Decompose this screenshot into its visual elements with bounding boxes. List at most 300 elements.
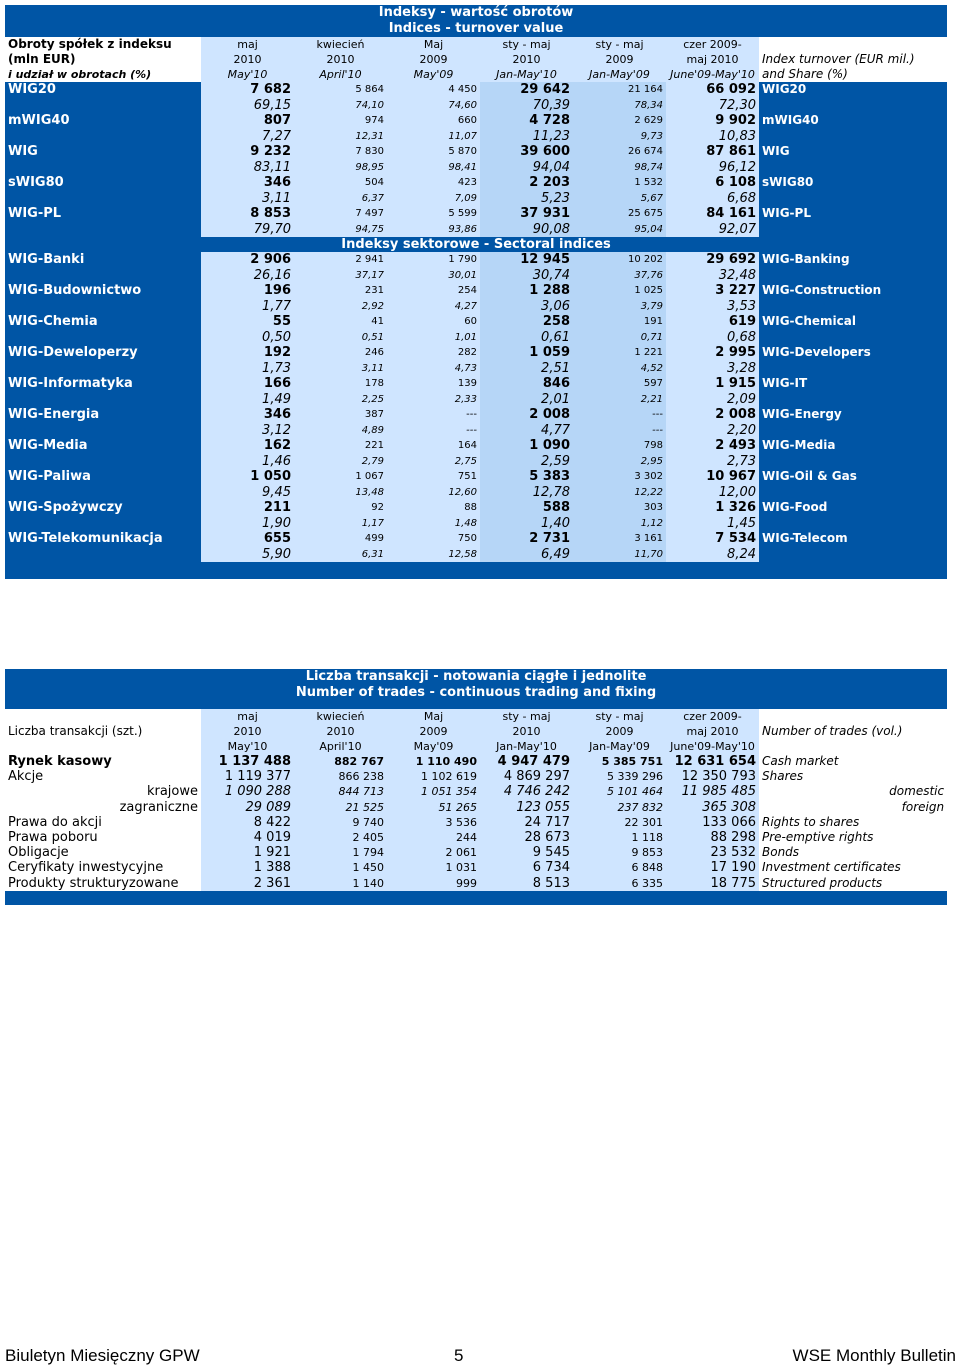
index-name: WIG-Media — [5, 438, 201, 454]
share-value: 2,20 — [666, 423, 759, 439]
share-value: 10,83 — [666, 129, 759, 145]
index-name-blank — [5, 299, 201, 315]
index-name: WIG-Paliwa — [5, 469, 201, 485]
turnover-value: 7 534 — [666, 531, 759, 547]
share-value: 2,01 — [480, 392, 573, 408]
share-value: 2,95 — [573, 454, 666, 470]
index-name-blank — [5, 547, 201, 563]
index-name-blank — [5, 423, 201, 439]
trades-value: 237 832 — [573, 800, 666, 815]
index-name-en: mWIG40 — [759, 113, 947, 129]
trades-row-label: Ceryfikaty inwestycyjne — [5, 860, 201, 875]
index-name: mWIG40 — [5, 113, 201, 129]
col-header: May'09 — [387, 67, 480, 82]
trades-value: 11 985 485 — [666, 784, 759, 799]
turnover-value: 6 108 — [666, 175, 759, 191]
share-row — [5, 454, 947, 470]
index-row — [5, 82, 947, 98]
share-value: 30,74 — [480, 268, 573, 284]
trades-title-pl: Liczba transakcji - notowania ciągłe i jednolite — [5, 669, 947, 685]
share-value: 5,90 — [201, 547, 294, 563]
trades-value: 133 066 — [666, 815, 759, 830]
trades-value: 6 335 — [573, 876, 666, 891]
share-value: 12,78 — [480, 485, 573, 501]
turnover-value: 1 067 — [294, 469, 387, 485]
turnover-value: 178 — [294, 376, 387, 392]
turnover-value: 2 203 — [480, 175, 573, 191]
turnover-value: 619 — [666, 314, 759, 330]
turnover-value: 191 — [573, 314, 666, 330]
index-row — [5, 144, 947, 160]
share-value: 2,75 — [387, 454, 480, 470]
col-header: sty - maj — [480, 37, 573, 52]
index-name-en: WIG-PL — [759, 206, 947, 222]
trades-value: 1 051 354 — [387, 784, 480, 799]
trades-value: 2 405 — [294, 830, 387, 845]
index-name: WIG-Budownictwo — [5, 283, 201, 299]
share-value: 3,28 — [666, 361, 759, 377]
turnover-value: 1 532 — [573, 175, 666, 191]
index-name-en-blank — [759, 454, 947, 470]
trades-value: 88 298 — [666, 830, 759, 845]
turnover-value: 192 — [201, 345, 294, 361]
index-name-blank — [5, 191, 201, 207]
share-row — [5, 98, 947, 114]
share-value: --- — [387, 423, 480, 439]
turnover-value: 1 221 — [573, 345, 666, 361]
share-value: 2,33 — [387, 392, 480, 408]
turnover-value: 164 — [387, 438, 480, 454]
share-value: 1,49 — [201, 392, 294, 408]
trades-value: 1 794 — [294, 845, 387, 860]
trades-row — [5, 830, 947, 845]
turnover-value: 84 161 — [666, 206, 759, 222]
share-value: 1,01 — [387, 330, 480, 346]
share-value: 98,74 — [573, 160, 666, 176]
trades-row-label-en: foreign — [759, 800, 947, 815]
trades-value: 23 532 — [666, 845, 759, 860]
share-value: 96,12 — [666, 160, 759, 176]
turnover-value: 4 450 — [387, 82, 480, 98]
share-value: 12,22 — [573, 485, 666, 501]
trades-value: 1 137 488 — [201, 754, 294, 769]
trades-value: 6 848 — [573, 860, 666, 875]
header-left-line2: (mln EUR) — [5, 52, 201, 67]
col-header: 2010 — [294, 52, 387, 67]
share-value: 95,04 — [573, 222, 666, 238]
turnover-value: 5 599 — [387, 206, 480, 222]
turnover-value: 655 — [201, 531, 294, 547]
turnover-value: 750 — [387, 531, 480, 547]
share-value: 3,11 — [201, 191, 294, 207]
share-value: 79,70 — [201, 222, 294, 238]
share-value: 3,79 — [573, 299, 666, 315]
share-value: 94,75 — [294, 222, 387, 238]
index-name-en-blank — [759, 268, 947, 284]
turnover-value: 3 161 — [573, 531, 666, 547]
share-value: 4,77 — [480, 423, 573, 439]
trades-row — [5, 769, 947, 784]
turnover-value: 139 — [387, 376, 480, 392]
col-header: 2009 — [387, 724, 480, 739]
turnover-value: 7 497 — [294, 206, 387, 222]
index-name-en-blank — [759, 392, 947, 408]
share-value: 8,24 — [666, 547, 759, 563]
trades-row-label: Obligacje — [5, 845, 201, 860]
trades-value: 1 140 — [294, 876, 387, 891]
index-row — [5, 438, 947, 454]
trades-value: 1 450 — [294, 860, 387, 875]
col-header: April'10 — [294, 739, 387, 754]
col-header: kwiecień — [294, 709, 387, 724]
trades-row-label: krajowe — [5, 784, 201, 799]
turnover-value: --- — [573, 407, 666, 423]
share-row — [5, 299, 947, 315]
index-row — [5, 113, 947, 129]
trades-row-label-en: Bonds — [759, 845, 947, 860]
turnover-value: 5 870 — [387, 144, 480, 160]
turnover-value: 1 025 — [573, 283, 666, 299]
turnover-value: 597 — [573, 376, 666, 392]
col-header: kwiecień — [294, 37, 387, 52]
turnover-value: 2 629 — [573, 113, 666, 129]
index-name-en: WIG-Energy — [759, 407, 947, 423]
trades-row-label: Prawa do akcji — [5, 815, 201, 830]
trades-value: 4 947 479 — [480, 754, 573, 769]
index-row — [5, 175, 947, 191]
trades-value: 6 734 — [480, 860, 573, 875]
turnover-value: 974 — [294, 113, 387, 129]
share-value: 12,00 — [666, 485, 759, 501]
share-value: 30,01 — [387, 268, 480, 284]
index-name: WIG-Telekomunikacja — [5, 531, 201, 547]
trades-row — [5, 754, 947, 769]
trades-row — [5, 876, 947, 891]
index-name: WIG-Spożywczy — [5, 500, 201, 516]
share-value: 78,34 — [573, 98, 666, 114]
share-value: 3,06 — [480, 299, 573, 315]
trades-value: 9 740 — [294, 815, 387, 830]
turnover-value: 2 941 — [294, 252, 387, 268]
index-row — [5, 407, 947, 423]
turnover-value: 2 995 — [666, 345, 759, 361]
col-header: June'09-May'10 — [666, 739, 759, 754]
share-value: 98,95 — [294, 160, 387, 176]
trades-row-label: Rynek kasowy — [5, 754, 201, 769]
index-name-blank — [5, 129, 201, 145]
turnover-value: 346 — [201, 407, 294, 423]
share-value: 93,86 — [387, 222, 480, 238]
index-name: WIG-Chemia — [5, 314, 201, 330]
turnover-value: 21 164 — [573, 82, 666, 98]
share-value: 1,48 — [387, 516, 480, 532]
trades-row-label-en: Pre-emptive rights — [759, 830, 947, 845]
turnover-value: 4 728 — [480, 113, 573, 129]
col-header: 2009 — [387, 52, 480, 67]
trades-value: 5 101 464 — [573, 784, 666, 799]
trades-value: 24 717 — [480, 815, 573, 830]
turnover-value: 88 — [387, 500, 480, 516]
index-name-en-blank — [759, 361, 947, 377]
share-value: 12,60 — [387, 485, 480, 501]
col-header: maj 2010 — [666, 724, 759, 739]
turnover-value: 231 — [294, 283, 387, 299]
col-header: Maj — [387, 709, 480, 724]
trades-value: 1 102 619 — [387, 769, 480, 784]
turnover-value: 346 — [201, 175, 294, 191]
turnover-value: 221 — [294, 438, 387, 454]
share-value: 1,17 — [294, 516, 387, 532]
share-value: 2,09 — [666, 392, 759, 408]
turnover-value: 10 202 — [573, 252, 666, 268]
share-value: 1,12 — [573, 516, 666, 532]
share-row — [5, 160, 947, 176]
share-value: 83,11 — [201, 160, 294, 176]
trades-row-label-en: Rights to shares — [759, 815, 947, 830]
share-value: 72,30 — [666, 98, 759, 114]
trades-value: 365 308 — [666, 800, 759, 815]
page-number: 5 — [454, 1346, 464, 1365]
share-value: 1,77 — [201, 299, 294, 315]
index-name-blank — [5, 392, 201, 408]
turnover-value: 504 — [294, 175, 387, 191]
col-header: czer 2009- — [666, 37, 759, 52]
turnover-value: 8 853 — [201, 206, 294, 222]
trades-row-label-en: Cash market — [759, 754, 947, 769]
index-row — [5, 345, 947, 361]
turnover-value: 1 050 — [201, 469, 294, 485]
turnover-value: 1 790 — [387, 252, 480, 268]
turnover-value: 7 830 — [294, 144, 387, 160]
index-row — [5, 500, 947, 516]
index-name-en-blank — [759, 485, 947, 501]
share-value: 13,48 — [294, 485, 387, 501]
share-row — [5, 361, 947, 377]
turnover-value: 5 383 — [480, 469, 573, 485]
trades-value: 3 536 — [387, 815, 480, 830]
col-header: 2009 — [573, 52, 666, 67]
trades-row — [5, 784, 947, 799]
index-name-en-blank — [759, 98, 947, 114]
turnover-value: 211 — [201, 500, 294, 516]
turnover-value: 751 — [387, 469, 480, 485]
turnover-value: 798 — [573, 438, 666, 454]
trades-header-left: Liczba transakcji (szt.) — [5, 724, 201, 739]
turnover-title-en: Indices - turnover value — [5, 21, 947, 37]
share-value: 0,61 — [480, 330, 573, 346]
turnover-value: 499 — [294, 531, 387, 547]
share-value: 37,76 — [573, 268, 666, 284]
share-value: 98,41 — [387, 160, 480, 176]
col-header: maj — [201, 37, 294, 52]
col-header: Jan-May'10 — [480, 739, 573, 754]
trades-value: 8 513 — [480, 876, 573, 891]
share-value: 3,53 — [666, 299, 759, 315]
index-name: WIG-Energia — [5, 407, 201, 423]
turnover-value: 588 — [480, 500, 573, 516]
turnover-value: 303 — [573, 500, 666, 516]
trades-value: 244 — [387, 830, 480, 845]
trades-value: 2 361 — [201, 876, 294, 891]
turnover-value: 258 — [480, 314, 573, 330]
share-value: 6,68 — [666, 191, 759, 207]
col-header: May'10 — [201, 739, 294, 754]
index-row — [5, 283, 947, 299]
trades-value: 123 055 — [480, 800, 573, 815]
index-name: WIG20 — [5, 82, 201, 98]
trades-value: 9 853 — [573, 845, 666, 860]
trades-value: 1 118 — [573, 830, 666, 845]
trades-title-en: Number of trades - continuous trading and fixing — [5, 685, 947, 701]
trades-row — [5, 800, 947, 815]
index-name-en: WIG-Food — [759, 500, 947, 516]
trades-value: 4 869 297 — [480, 769, 573, 784]
share-value: 26,16 — [201, 268, 294, 284]
trades-value: 18 775 — [666, 876, 759, 891]
index-name: WIG-Deweloperzy — [5, 345, 201, 361]
index-row — [5, 206, 947, 222]
trades-value: 5 385 751 — [573, 754, 666, 769]
share-value: 9,73 — [573, 129, 666, 145]
index-name: WIG — [5, 144, 201, 160]
index-name-en-blank — [759, 547, 947, 563]
trades-row-label-en: Structured products — [759, 876, 947, 891]
trades-value: 1 921 — [201, 845, 294, 860]
turnover-value: 87 861 — [666, 144, 759, 160]
share-value: 0,71 — [573, 330, 666, 346]
trades-value: 12 631 654 — [666, 754, 759, 769]
share-value: 37,17 — [294, 268, 387, 284]
share-value: 9,45 — [201, 485, 294, 501]
trades-value: 1 090 288 — [201, 784, 294, 799]
turnover-table — [5, 5, 947, 579]
turnover-value: 1 288 — [480, 283, 573, 299]
index-name-en-blank — [759, 129, 947, 145]
trades-header-right: Number of trades (vol.) — [759, 724, 947, 739]
turnover-value: 9 232 — [201, 144, 294, 160]
trades-value: 866 238 — [294, 769, 387, 784]
trades-value: 28 673 — [480, 830, 573, 845]
index-name-en-blank — [759, 222, 947, 238]
share-value: 5,67 — [573, 191, 666, 207]
trades-value: 4 019 — [201, 830, 294, 845]
index-name: sWIG80 — [5, 175, 201, 191]
share-value: 1,90 — [201, 516, 294, 532]
share-value: 1,40 — [480, 516, 573, 532]
share-value: 6,49 — [480, 547, 573, 563]
share-row — [5, 423, 947, 439]
turnover-value: 9 902 — [666, 113, 759, 129]
share-value: 90,08 — [480, 222, 573, 238]
share-value: 2,92 — [294, 299, 387, 315]
turnover-value: 2 906 — [201, 252, 294, 268]
index-row — [5, 314, 947, 330]
turnover-value: 39 600 — [480, 144, 573, 160]
share-value: 6,31 — [294, 547, 387, 563]
turnover-value: 25 675 — [573, 206, 666, 222]
header-left-line3: i udział w obrotach (%) — [5, 67, 201, 82]
header-left-line1: Obroty spółek z indeksu — [5, 37, 201, 52]
trades-value: 21 525 — [294, 800, 387, 815]
col-header: Jan-May'09 — [573, 739, 666, 754]
col-header: May'09 — [387, 739, 480, 754]
share-row — [5, 191, 947, 207]
share-row — [5, 222, 947, 238]
index-name-en: WIG-Banking — [759, 252, 947, 268]
trades-row — [5, 815, 947, 830]
turnover-value: 66 092 — [666, 82, 759, 98]
turnover-value: 7 682 — [201, 82, 294, 98]
col-header: June'09-May'10 — [666, 67, 759, 82]
share-value: 69,15 — [201, 98, 294, 114]
share-value: 11,23 — [480, 129, 573, 145]
share-value: 3,12 — [201, 423, 294, 439]
turnover-value: 37 931 — [480, 206, 573, 222]
share-value: 3,11 — [294, 361, 387, 377]
trades-value: 5 339 296 — [573, 769, 666, 784]
index-name-en: WIG-Oil & Gas — [759, 469, 947, 485]
col-header: Jan-May'09 — [573, 67, 666, 82]
turnover-value: 3 227 — [666, 283, 759, 299]
turnover-value: 1 915 — [666, 376, 759, 392]
share-row — [5, 330, 947, 346]
trades-row — [5, 845, 947, 860]
turnover-value: 3 302 — [573, 469, 666, 485]
trades-row-label-en: Investment certificates — [759, 860, 947, 875]
turnover-value: 5 864 — [294, 82, 387, 98]
turnover-value: 282 — [387, 345, 480, 361]
index-name-en-blank — [759, 299, 947, 315]
trades-value: 4 746 242 — [480, 784, 573, 799]
col-header: maj 2010 — [666, 52, 759, 67]
index-name-en: WIG — [759, 144, 947, 160]
turnover-value: 2 493 — [666, 438, 759, 454]
index-name-blank — [5, 361, 201, 377]
turnover-value: 60 — [387, 314, 480, 330]
col-header: 2010 — [480, 52, 573, 67]
col-header: 2009 — [573, 724, 666, 739]
turnover-value: 423 — [387, 175, 480, 191]
turnover-value: 807 — [201, 113, 294, 129]
share-value: 4,73 — [387, 361, 480, 377]
share-value: 2,21 — [573, 392, 666, 408]
turnover-value: 2 008 — [666, 407, 759, 423]
index-name-en-blank — [759, 423, 947, 439]
turnover-value: 166 — [201, 376, 294, 392]
index-name: WIG-Banki — [5, 252, 201, 268]
index-name-en-blank — [759, 516, 947, 532]
turnover-value: 55 — [201, 314, 294, 330]
index-name-blank — [5, 98, 201, 114]
index-name-blank — [5, 454, 201, 470]
share-value: 4,52 — [573, 361, 666, 377]
share-value: 92,07 — [666, 222, 759, 238]
turnover-value: 26 674 — [573, 144, 666, 160]
share-value: 1,73 — [201, 361, 294, 377]
share-row — [5, 129, 947, 145]
index-name-en-blank — [759, 191, 947, 207]
share-value: 4,89 — [294, 423, 387, 439]
trades-row-label-en: Shares — [759, 769, 947, 784]
footer-left: Biuletyn Miesięczny GPW — [5, 1346, 200, 1365]
trades-value: 1 119 377 — [201, 769, 294, 784]
col-header: 2010 — [480, 724, 573, 739]
index-name-en-blank — [759, 330, 947, 346]
turnover-value: 246 — [294, 345, 387, 361]
trades-row-label: zagraniczne — [5, 800, 201, 815]
trades-row-label: Prawa poboru — [5, 830, 201, 845]
trades-value: 1 388 — [201, 860, 294, 875]
